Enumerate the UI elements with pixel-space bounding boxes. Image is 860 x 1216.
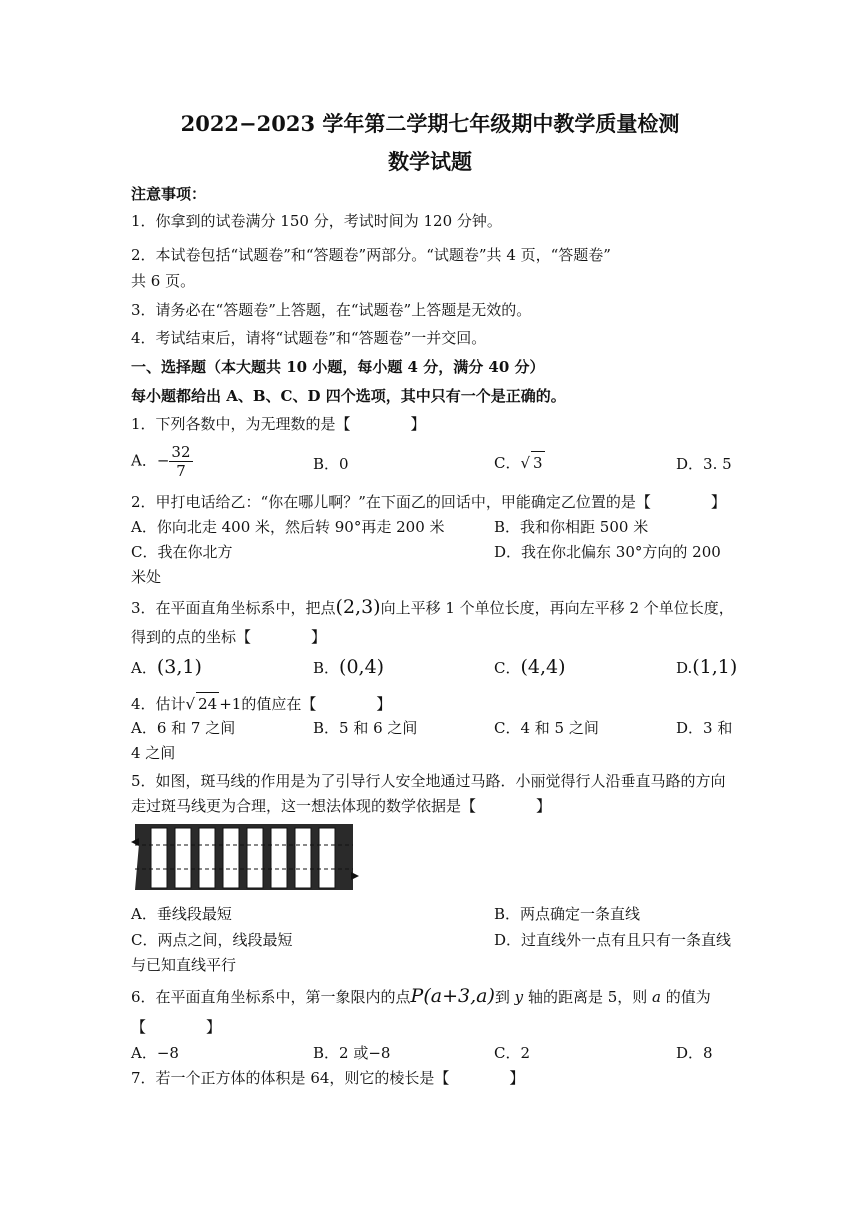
q3-option-d: [676, 656, 737, 679]
q6-stem-mid: 到: [494, 988, 510, 1006]
q4-option-a: A．6 和 7 之间: [131, 719, 236, 737]
q4-radicand: 24: [196, 692, 219, 715]
fraction-denominator: 7: [176, 462, 186, 480]
notice-item-4: 4．考试结束后，请将“试题卷”和“答题卷”一并交回。: [131, 329, 487, 347]
q3-option-d-label: D.: [676, 659, 693, 677]
q1-option-c-label: C．: [494, 454, 521, 472]
section-heading: 一、选择题（本大题共 10 小题，每小题 4 分，满分 40 分）: [131, 358, 545, 376]
q3-option-a-label: A．: [131, 659, 157, 677]
q1-option-c: [494, 451, 545, 474]
q6-stem-mid2: 轴的距离是 5，则: [527, 988, 648, 1006]
zebra-stripe: [199, 828, 215, 888]
q7-stem: 7．若一个正方体的体积是 64，则它的棱长是【 】: [131, 1069, 525, 1087]
q1-option-a-label: A．: [131, 451, 157, 470]
q3-option-a: [131, 656, 202, 679]
q3-option-a-value: (3,1): [156, 656, 202, 678]
q2-option-d-cont: 米处: [131, 568, 162, 586]
page-title: 2022−2023 学年第二学期七年级期中教学质量检测: [180, 111, 680, 136]
q6-stem: [131, 985, 711, 1008]
q6-option-c: C．2: [494, 1044, 531, 1062]
q3-stem-post: 向上平移 1 个单位长度，再向左平移 2 个单位长度，: [380, 599, 734, 617]
q3-option-c: [494, 656, 566, 679]
q6-stem-post: 的值为: [665, 988, 711, 1006]
q1-option-b: B．0: [313, 455, 349, 473]
fraction-numerator: 32: [171, 443, 191, 461]
q3-stem: [131, 596, 734, 619]
q3-option-d-value: (1,1): [692, 656, 738, 678]
q4-option-d: D．3 和: [676, 719, 733, 737]
page-subtitle: 数学试题: [388, 149, 472, 174]
q1-option-a-fraction: [169, 443, 192, 480]
q3-option-b-value: (0,4): [339, 656, 385, 678]
q4-option-c: C．4 和 5 之间: [494, 719, 599, 737]
q5-option-d-cont: 与已知直线平行: [131, 956, 237, 974]
q4-option-d-cont: 4 之间: [131, 744, 176, 762]
q6-option-a: A．−8: [131, 1044, 179, 1062]
q1-option-a-sign: −: [156, 451, 170, 470]
q6-point-label: P: [410, 985, 424, 1007]
q3-option-b: [313, 656, 384, 679]
arrow-right-icon: [351, 872, 359, 880]
q4-stem-pre: 4．估计: [131, 695, 186, 713]
notice-heading: 注意事项：: [131, 185, 207, 203]
q2-option-d: D．我在你北偏东 30°方向的 200: [494, 543, 721, 561]
q5-stem: 5．如图，斑马线的作用是为了引导行人安全地通过马路．小丽觉得行人沿垂直马路的方向: [131, 772, 726, 790]
q6-stem-pre: 6．在平面直角坐标系中，第一象限内的点: [131, 988, 411, 1006]
q3-stem-pre: 3．在平面直角坐标系中，把点: [131, 599, 336, 617]
q5-option-a: A．垂线段最短: [131, 905, 232, 923]
q6-option-b: B．2 或−8: [313, 1044, 391, 1062]
q3-option-c-label: C．: [494, 659, 521, 677]
sqrt-icon: √: [185, 695, 196, 713]
q6-a-var: a: [652, 988, 661, 1006]
zebra-stripe: [295, 828, 311, 888]
q2-option-b: B．我和你相距 500 米: [494, 518, 649, 536]
q1-stem: 1．下列各数中，为无理数的是【 】: [131, 415, 426, 433]
q4-plus: +1: [219, 695, 242, 713]
q1-option-a: [131, 443, 193, 480]
q3-point: (2,3): [335, 596, 381, 618]
zebra-stripe: [271, 828, 287, 888]
q5-option-c: C．两点之间，线段最短: [131, 931, 293, 949]
q4-option-b: B．5 和 6 之间: [313, 719, 418, 737]
notice-item-2-cont: 共 6 页。: [131, 272, 196, 290]
q6-bracket: 【 】: [131, 1018, 222, 1036]
q3-stem-2: 得到的点的坐标【 】: [131, 628, 327, 646]
notice-item-2: 2．本试卷包括“试题卷”和“答题卷”两部分。“试题卷”共 4 页，“答题卷”: [131, 246, 611, 264]
q2-stem: 2．甲打电话给乙：“你在哪儿啊？”在下面乙的回话中，甲能确定乙位置的是【 】: [131, 493, 726, 511]
zebra-stripe: [223, 828, 239, 888]
section-instruction: 每小题都给出 A、B、C、D 四个选项，其中只有一个是正确的。: [131, 387, 566, 405]
zebra-stripe: [175, 828, 191, 888]
q5-option-d: D．过直线外一点有且只有一条直线: [494, 931, 732, 949]
notice-item-1: 1．你拿到的试卷满分 150 分，考试时间为 120 分钟。: [131, 212, 502, 230]
zebra-stripe: [319, 828, 335, 888]
q1-option-c-radicand: 3: [531, 451, 545, 474]
q3-option-b-label: B．: [313, 659, 340, 677]
q4-stem-post: 的值应在【 】: [241, 695, 392, 713]
q4-stem: [131, 692, 391, 715]
q2-option-c: C．我在你北方: [131, 543, 233, 561]
q2-option-a: A．你向北走 400 米，然后转 90°再走 200 米: [131, 518, 445, 536]
q3-option-c-value: (4,4): [520, 656, 566, 678]
q6-y-var: y: [514, 988, 524, 1006]
zebra-stripe: [151, 828, 167, 888]
zebra-crossing-figure: [131, 818, 361, 898]
q5-stem-2: 走过斑马线更为合理，这一想法体现的数学依据是【 】: [131, 797, 552, 815]
q6-point-args: (a+3,a): [423, 985, 495, 1007]
q5-option-b: B．两点确定一条直线: [494, 905, 641, 923]
zebra-stripe: [247, 828, 263, 888]
q1-option-d: D．3. 5: [676, 455, 732, 473]
notice-item-3: 3．请务必在“答题卷”上答题，在“试题卷”上答题是无效的。: [131, 301, 532, 319]
sqrt-icon: √: [520, 454, 531, 472]
q6-option-d: D．8: [676, 1044, 713, 1062]
